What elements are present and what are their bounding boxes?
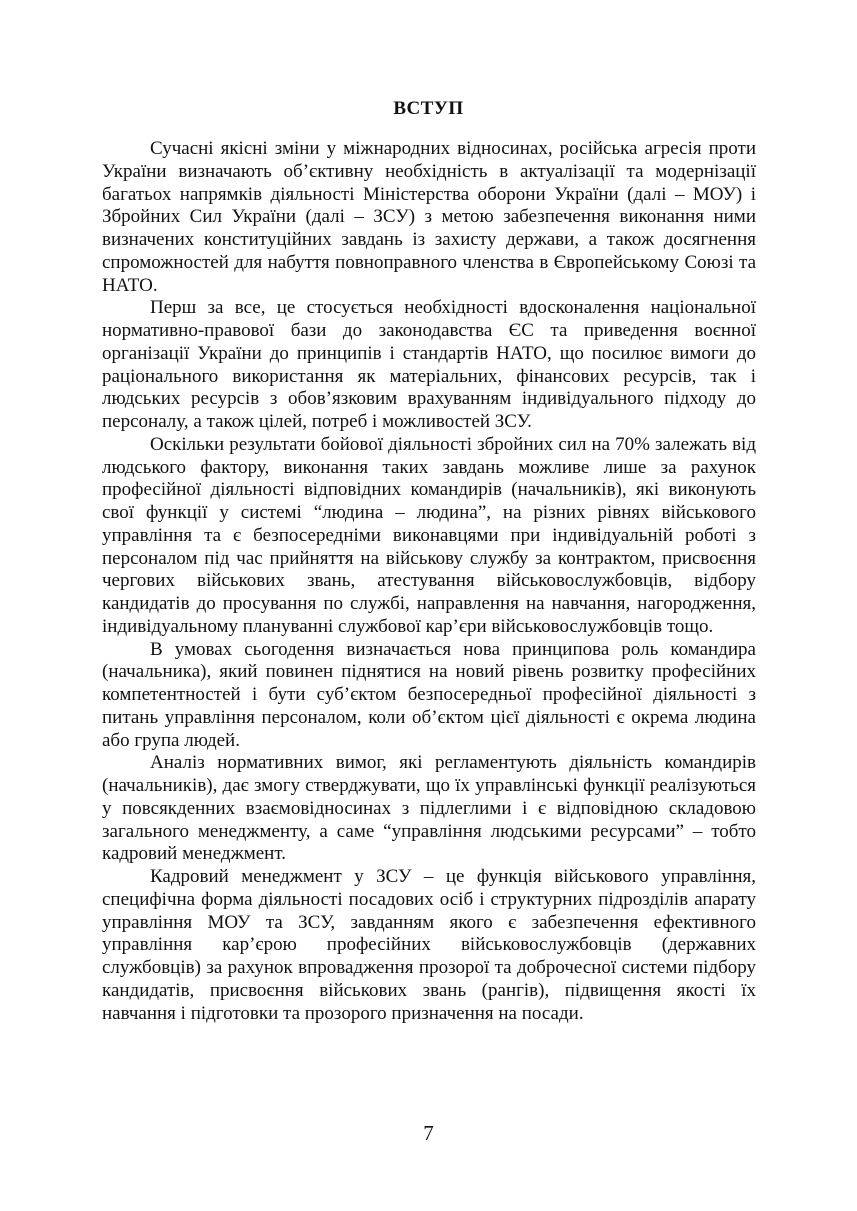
section-title: ВСТУП [393, 98, 464, 119]
paragraph-2: Перш за все, це стосується необхідності вдосконалення національної нормативно-правової бази до законодавства ЄС та приведення воєнної організації України до принципів і стандартів НАТО, що посилює вимоги до раціонального використання як матеріальних, фінансових ресурсів, так і людських ресурсів з обов’язковим врахуванням індивідуального підходу до персоналу, а також цілей, потреб і можливостей ЗСУ. [102, 297, 756, 432]
body-text [102, 138, 756, 1025]
paragraph-6: Кадровий менеджмент у ЗСУ – це функція військового управління, специфічна форма діяльності посадових осіб і структурних підрозділів апарату управління МОУ та ЗСУ, завданням якого є забезпечення ефективного управління кар’єрою професійних військовослужбовців (державних службовців) за рахунок впровадження прозорої та доброчесної системи підбору кандидатів, присвоєння військових звань (рангів), підвищення якості їх навчання і підготовки та прозорого призначення на посади. [102, 866, 756, 1024]
paragraph-1: Сучасні якісні зміни у міжнародних відносинах, російська агресія проти України визначають об’єктивну необхідність в актуалізації та модернізації багатьох напрямків діяльності Міністерства оборони України (далі – МОУ) і Збройних Сил України (далі – ЗСУ) з метою забезпечення виконання ними визначених конституційних завдань із захисту держави, а також досягнення спроможностей для набуття повноправного членства в Європейському Союзі та НАТО. [102, 138, 756, 296]
paragraph-4: В умовах сьогодення визначається нова принципова роль командира (начальника), який повинен піднятися на новий рівень розвитку професійних компетентностей і бути суб’єктом безпосередньої професійної діяльності з питань управління персоналом, коли об’єктом цієї діяльності є окрема людина або група людей. [102, 638, 756, 751]
paragraph-3: Оскільки результати бойової діяльності збройних сил на 70% залежать від людського фактору, виконання таких завдань можливе лише за рахунок професійної діяльності відповідних командирів (начальників), які виконують свої функції у системі “людина – людина”, на різних рівнях військового управління та є безпосередніми виконавцями при індивідуальній роботі з персоналом під час прийняття на військову службу за контрактом, присвоєння чергових військових звань, атестування військовослужбовців, відбору кандидатів до просування по службі, направлення на навчання, нагородження, індивідуальному плануванні службової кар’єри військовослужбовців тощо. [102, 433, 756, 637]
page-number: 7 [423, 1121, 434, 1145]
paragraph-5: Аналіз нормативних вимог, які регламентують діяльність командирів (начальників), дає змогу стверджувати, що їх управлінські функції реалізуються у повсякденних взаємовідносинах з підлеглими і є відповідною складовою загального менеджменту, а саме “управління людськими ресурсами” – тобто кадровий менеджмент. [102, 752, 756, 865]
